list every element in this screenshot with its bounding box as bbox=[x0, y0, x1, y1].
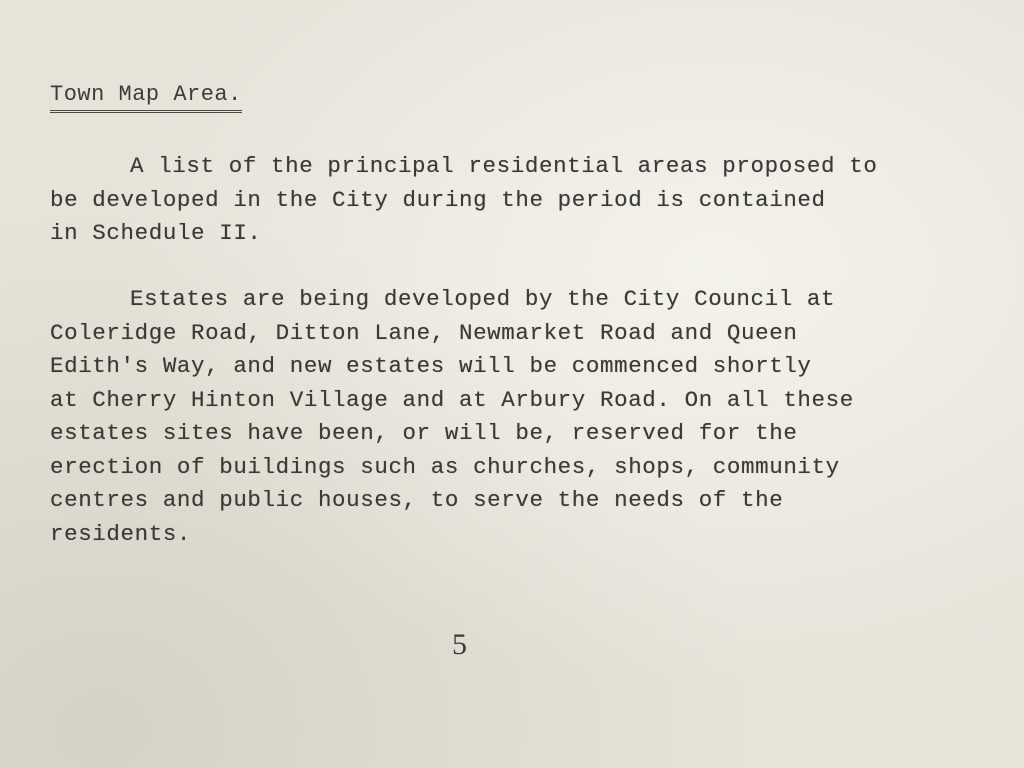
paragraph-line: be developed in the City during the period is contained bbox=[50, 186, 826, 213]
paragraph-schedule bbox=[50, 150, 1020, 251]
paragraph-line: residents. bbox=[50, 520, 192, 547]
section-heading: Town Map Area. bbox=[50, 82, 242, 113]
paragraph-line: estates sites have been, or will be, reserved for the bbox=[50, 420, 798, 446]
paragraph-line: in Schedule II. bbox=[50, 220, 262, 246]
paragraph-line: centres and public houses, to serve the needs of the bbox=[50, 487, 784, 513]
page-number: 5 bbox=[452, 628, 467, 661]
paragraph-line: erection of buildings such as churches, shops, community bbox=[50, 453, 840, 480]
paragraph-line: Estates are being developed by the City Council at bbox=[130, 286, 836, 312]
paragraph-estates bbox=[50, 283, 1020, 551]
paragraph-line: Coleridge Road, Ditton Lane, Newmarket Road and Queen bbox=[50, 319, 798, 346]
paragraph-line: Edith's Way, and new estates will be commenced shortly bbox=[50, 353, 812, 379]
paragraph-line: at Cherry Hinton Village and at Arbury Road. On all these bbox=[50, 386, 854, 413]
paragraph-line: A list of the principal residential areas proposed to bbox=[130, 153, 878, 179]
